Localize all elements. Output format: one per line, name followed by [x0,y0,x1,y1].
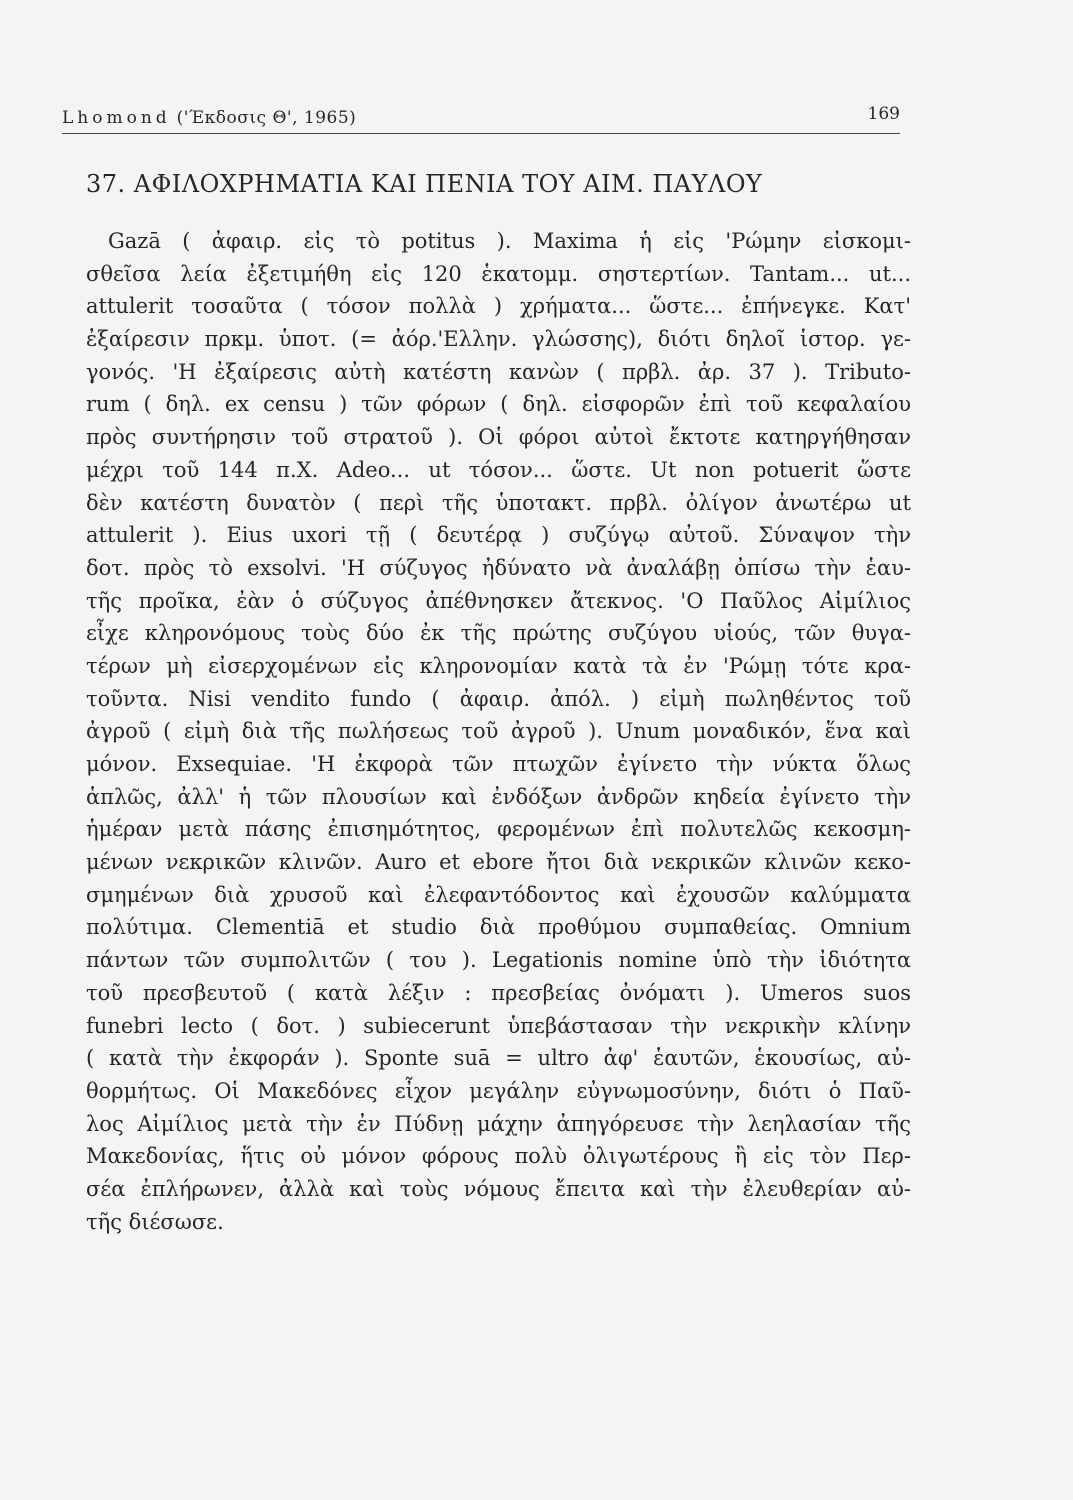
text-line: ἐξαίρεσιν πρκμ. ὑποτ. (= ἀόρ.'Ελλην. γλώσσης), διότι δηλοῖ ἱστορ. γε- [86,327,911,352]
text-line: εἶχε κληρονόμους τοὺς δύο ἐκ τῆς πρώτης συζύγου υἱούς, τῶν θυγα- [86,621,911,646]
running-header [62,100,900,132]
text-line: λος Αἰμίλιος μετὰ τὴν ἐν Πύδνῃ μάχην ἀπηγόρευσε τὴν λεηλασίαν τῆς [86,1111,911,1136]
text-line: τέρων μὴ εἰσερχομένων εἰς κληρονομίαν κατὰ τὰ ἐν 'Ρώμῃ τότε κρα- [86,653,911,678]
text-line: πολύτιμα. Clementiā et studio διὰ προθύμου συμπαθείας. Omnium [86,915,911,940]
text-line: attulerit ). Eius uxori τῇ ( δευτέρᾳ ) συζύγῳ αὐτοῦ. Σύναψον τὴν [86,523,911,548]
text-line: δὲν κατέστη δυνατὸν ( περὶ τῆς ὑποτακτ. πρβλ. ὀλίγον ἀνωτέρω ut [86,490,911,515]
text-line: Gazā ( ἀφαιρ. εἰς τὸ potitus ). Maxima ἡ εἰς 'Ρώμην εἰσκομι- [108,229,911,253]
text-line: τῆς προῖκα, ἐὰν ὁ σύζυγος ἀπέθνησκεν ἄτεκνος. 'Ο Παῦλος Αἰμίλιος [86,588,911,613]
text-line: πάντων τῶν συμπολιτῶν ( του ). Legationis nomine ὑπὸ τὴν ἰδιότητα [86,948,911,973]
text-line: σμημένων διὰ χρυσοῦ καὶ ἐλεφαντόδοντος καὶ ἐχουσῶν καλύμματα [86,882,911,907]
text-line: μέχρι τοῦ 144 π.Χ. Adeo... ut τόσον... ὥστε. Ut non potuerit ὥστε [86,457,911,482]
text-line: μόνον. Exsequiae. 'Η ἐκφορὰ τῶν πτωχῶν ἐγίνετο τὴν νύκτα ὅλως [86,752,911,776]
header-author: Lhomond [62,108,171,128]
text-line: τῆς διέσωσε. [86,1209,224,1234]
text-line: rum ( δηλ. ex censu ) τῶν φόρων ( δηλ. εἰσφορῶν ἐπὶ τοῦ κεφαλαίου [86,392,911,417]
page-number: 169 [867,104,900,124]
text-line: τοῦ πρεσβευτοῦ ( κατὰ λέξιν : πρεσβείας ὀνόματι ). Umeros suos [86,980,911,1005]
text-line: ἀγροῦ ( εἰμὴ διὰ τῆς πωλήσεως τοῦ ἀγροῦ ). Unum μοναδικόν, ἕνα καὶ [86,719,911,744]
text-line: ἁπλῶς, ἀλλ' ἡ τῶν πλουσίων καὶ ἐνδόξων ἀνδρῶν κηδεία ἐγίνετο τὴν [86,784,911,809]
header-edition: ('Έκδοσις Θ', 1965) [176,108,357,128]
text-line: πρὸς συντήρησιν τοῦ στρατοῦ ). Οἱ φόροι αὐτοὶ ἔκτοτε κατηργήθησαν [86,425,911,450]
header-source [62,108,356,128]
text-line: ἡμέραν μετὰ πάσης ἐπισημότητος, φερομένων ἐπὶ πολυτελῶς κεκοσμη- [86,817,911,842]
text-line: θορμήτως. Οἱ Μακεδόνες εἶχον μεγάλην εὐγνωμοσύνην, διότι ὁ Παῦ- [86,1078,911,1103]
text-line: attulerit τοσαῦτα ( τόσον πολλὰ ) χρήματα... ὥστε... ἐπήνεγκε. Κατ' [86,294,911,319]
text-line: μένων νεκρικῶν κλινῶν. Auro et ebore ἤτοι διὰ νεκρικῶν κλινῶν κεκο- [86,850,911,875]
text-line: σθεῖσα λεία ἐξετιμήθη εἰς 120 ἑκατομμ. σηστερτίων. Tantam... ut... [86,261,911,286]
text-line: σέα ἐπλήρωνεν, ἀλλὰ καὶ τοὺς νόμους ἔπειτα καὶ τὴν ἐλευθερίαν αὐ- [86,1176,911,1201]
text-line: γονός. 'Η ἐξαίρεσις αὐτὴ κατέστη κανὼν ( πρβλ. ἀρ. 37 ). Tributo- [86,359,911,384]
text-line: δοτ. πρὸς τὸ exsolvi. 'Η σύζυγος ἠδύνατο νὰ ἀναλάβῃ ὀπίσω τὴν ἑαυ- [86,555,911,580]
text-line: Μακεδονίας, ἥτις οὐ μόνον φόρους πολὺ ὀλιγωτέρους ἢ εἰς τὸν Περ- [86,1144,911,1169]
text-line: ( κατὰ τὴν ἐκφοράν ). Sponte suā = ultro ἀφ' ἑαυτῶν, ἑκουσίως, αὐ- [86,1046,911,1071]
header-divider [62,133,900,134]
commentary-text [86,225,911,1238]
text-line: τοῦντα. Nisi vendito fundo ( ἀφαιρ. ἀπόλ. ) εἰμὴ πωληθέντος τοῦ [86,686,911,711]
chapter-title: 37. ΑΦΙΛΟΧΡΗΜΑΤΙΑ ΚΑΙ ΠΕΝΙΑ ΤΟΥ ΑΙΜ. ΠΑΥΛΟΥ [86,170,763,198]
text-line: funebri lecto ( δοτ. ) subiecerunt ὑπεβάστασαν τὴν νεκρικὴν κλίνην [86,1013,911,1038]
